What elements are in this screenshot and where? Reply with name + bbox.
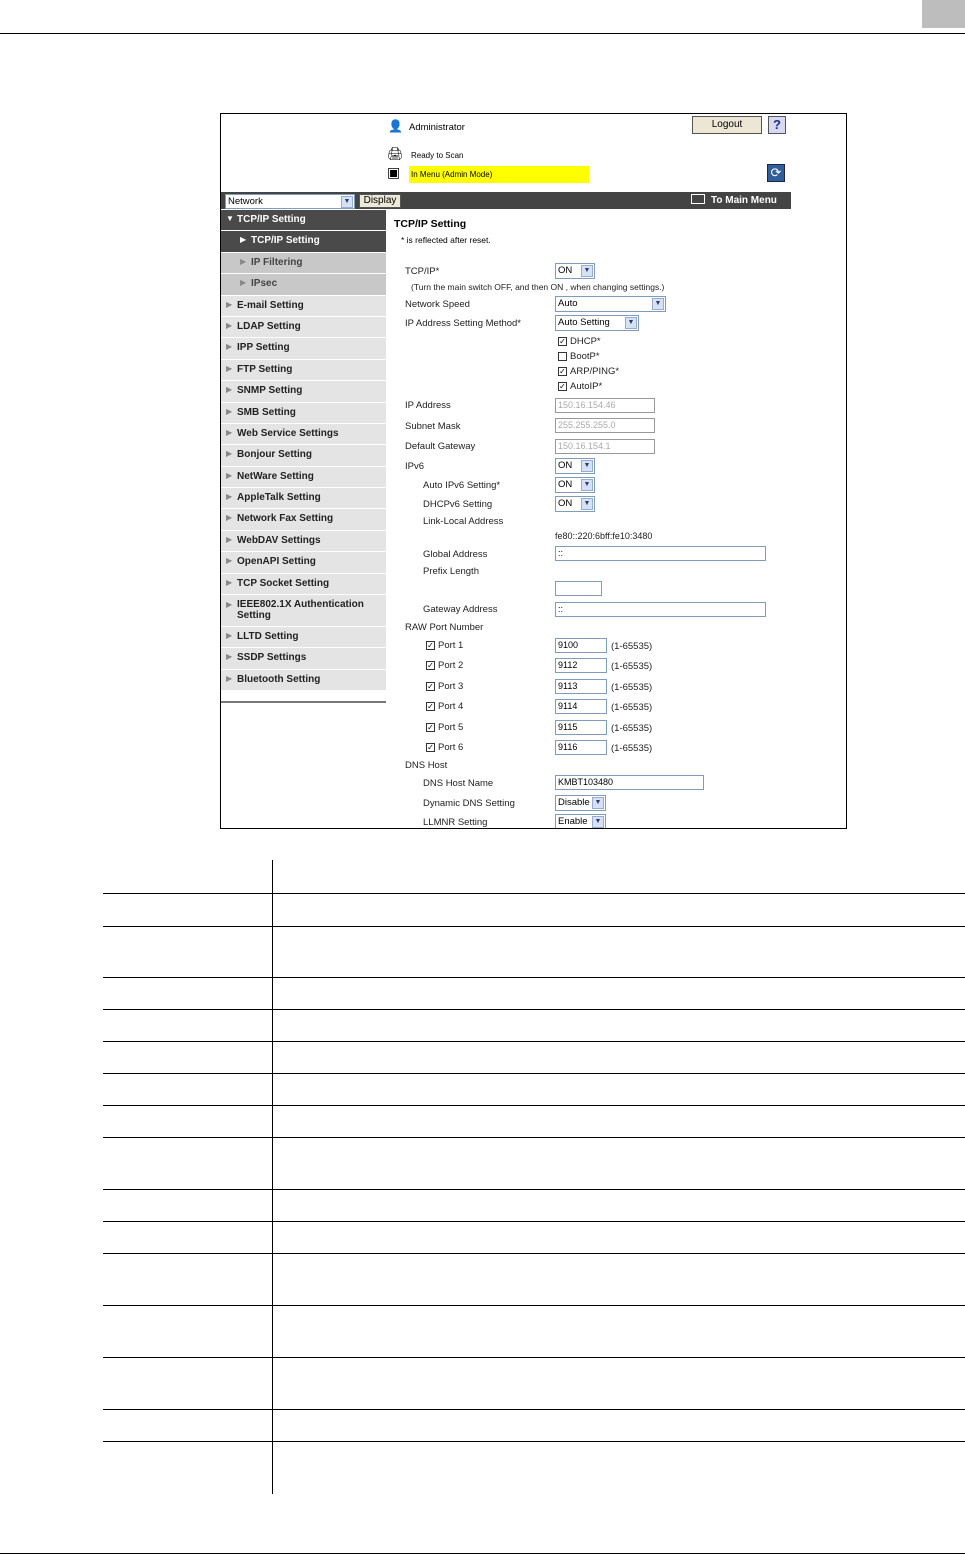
dhcp-label: DHCP* — [570, 336, 601, 347]
gateway-address-label: Gateway Address — [423, 604, 498, 615]
sidebar-item-ieee8021x[interactable] — [221, 595, 386, 627]
table-row-divider — [103, 1041, 965, 1042]
help-button[interactable]: ? — [768, 116, 786, 134]
auto-ipv6-value: ON — [558, 479, 573, 490]
sidebar-item-label: IEEE802.1X Authentication Setting — [237, 599, 364, 622]
logout-button[interactable]: Logout — [692, 116, 762, 134]
prefix-length-field[interactable] — [555, 581, 602, 596]
sidebar-item-tcpip[interactable] — [221, 210, 386, 231]
port5-field[interactable]: 9115 — [555, 720, 607, 735]
sidebar-item-webdav[interactable] — [221, 531, 386, 552]
arrow-right-icon: ▶ — [226, 470, 233, 480]
table-column-divider — [272, 860, 273, 1494]
sidebar-item-label: TCP Socket Setting — [237, 577, 330, 589]
port5-label: Port 5 — [438, 722, 464, 733]
auto-ipv6-select[interactable] — [555, 477, 595, 493]
arrow-right-icon: ▶ — [226, 449, 233, 459]
dynamic-dns-value: Disable — [558, 797, 590, 808]
arrow-right-icon: ▶ — [226, 600, 233, 610]
llmnr-label: LLMNR Setting — [423, 817, 488, 828]
bootp-checkbox[interactable] — [558, 352, 567, 361]
ip-address-field[interactable]: 150.16.154.46 — [555, 398, 655, 413]
sidebar-item-label: FTP Setting — [237, 363, 293, 375]
sidebar-item-label: WebDAV Settings — [237, 534, 321, 546]
page-title: TCP/IP Setting — [394, 218, 467, 230]
sidebar-item-ftp[interactable] — [221, 360, 386, 381]
chevron-down-icon: ▼ — [592, 797, 604, 809]
chevron-down-icon: ▼ — [581, 479, 593, 491]
sidebar-item-openapi[interactable] — [221, 552, 386, 573]
tcpip-select-value: ON — [558, 265, 573, 276]
port4-range: (1-65535) — [611, 702, 653, 713]
arrow-right-icon: ▶ — [226, 492, 233, 502]
table-row-divider — [103, 1189, 965, 1190]
table-row-divider — [103, 1221, 965, 1222]
sidebar-item-email[interactable] — [221, 296, 386, 317]
table-row-divider — [103, 1009, 965, 1010]
sidebar-item-label: E-mail Setting — [237, 299, 304, 311]
arrow-right-icon: ▶ — [226, 577, 233, 587]
arrow-right-icon: ▶ — [226, 427, 233, 437]
table-row-divider — [103, 1105, 965, 1106]
arrow-right-icon: ▶ — [240, 235, 247, 245]
sidebar-item-label: Network Fax Setting — [237, 513, 334, 525]
table-row-divider — [103, 1253, 965, 1254]
sidebar-item-web-service[interactable] — [221, 424, 386, 445]
reset-note: * is reflected after reset. — [401, 235, 491, 245]
table-row-divider — [103, 1073, 965, 1074]
sidebar-item-tcp-socket[interactable] — [221, 574, 386, 595]
port5-range: (1-65535) — [611, 723, 653, 734]
expanded-icon: ▼ — [226, 214, 234, 223]
dns-host-label: DNS Host — [405, 760, 448, 771]
sidebar-item-ipp[interactable] — [221, 338, 386, 359]
sidebar-subitem-ipsec[interactable] — [221, 274, 386, 295]
sidebar-subitem-ip-filtering[interactable] — [221, 253, 386, 274]
chevron-down-icon: ▼ — [652, 298, 664, 310]
arrow-right-icon: ▶ — [226, 556, 233, 566]
table-row-divider — [103, 1409, 965, 1410]
dhcpv6-value: ON — [558, 498, 573, 509]
arp-checkbox[interactable]: ✓ — [559, 367, 566, 376]
status-ready-text: Ready to Scan — [411, 151, 464, 160]
table-row-divider — [103, 1137, 965, 1138]
port2-range: (1-65535) — [611, 661, 653, 672]
ip-method-select[interactable] — [555, 315, 639, 331]
refresh-icon: ⟳ — [770, 165, 782, 180]
sidebar-item-bluetooth[interactable] — [221, 670, 386, 691]
arrow-right-icon: ▶ — [226, 320, 233, 330]
gateway-label: Default Gateway — [405, 441, 476, 452]
sidebar-item-label: Web Service Settings — [237, 427, 339, 439]
sidebar-item-bonjour[interactable] — [221, 445, 386, 466]
port2-checkbox[interactable]: ✓ — [427, 661, 434, 670]
sidebar-item-netware[interactable] — [221, 467, 386, 488]
arrow-right-icon: ▶ — [226, 363, 233, 373]
sidebar-item-appletalk[interactable] — [221, 488, 386, 509]
port2-label: Port 2 — [438, 660, 464, 671]
sidebar-item-lltd[interactable] — [221, 627, 386, 648]
sidebar-item-label: SMB Setting — [237, 406, 296, 418]
to-main-menu-label: To Main Menu — [711, 195, 777, 206]
subnet-field[interactable]: 255.255.255.0 — [555, 418, 655, 433]
port4-checkbox[interactable]: ✓ — [427, 702, 434, 711]
to-main-menu-link[interactable] — [691, 194, 777, 208]
gateway-field[interactable]: 150.16.154.1 — [555, 439, 655, 454]
arrow-right-icon: ▶ — [226, 652, 233, 662]
sidebar-item-label: OpenAPI Setting — [237, 556, 316, 568]
category-select[interactable] — [225, 194, 355, 209]
tcpip-select[interactable] — [555, 263, 595, 279]
port6-range: (1-65535) — [611, 743, 653, 754]
arrow-right-icon: ▶ — [240, 278, 247, 288]
ip-address-label: IP Address — [405, 400, 451, 411]
subnet-label: Subnet Mask — [405, 421, 461, 432]
page-top-rule — [0, 33, 965, 34]
device-icon: ▣ — [387, 164, 401, 180]
ip-method-label: IP Address Setting Method* — [405, 318, 522, 329]
sidebar-item-snmp[interactable] — [221, 381, 386, 402]
sidebar-item-label: TCP/IP Setting — [237, 214, 306, 225]
autoip-checkbox[interactable]: ✓ — [559, 382, 566, 391]
admin-icon: 👤 — [388, 119, 403, 133]
port4-field[interactable]: 9114 — [555, 699, 607, 714]
arrow-right-icon: ▶ — [226, 513, 233, 523]
port2-field[interactable]: 9112 — [555, 658, 607, 673]
arrow-right-icon: ▶ — [240, 256, 247, 266]
sidebar-item-label: LLTD Setting — [237, 631, 299, 643]
table-row-divider — [103, 926, 965, 927]
port3-checkbox[interactable]: ✓ — [427, 682, 434, 691]
sidebar-item-label: Bonjour Setting — [237, 449, 312, 461]
sidebar-item-label: SNMP Setting — [237, 385, 303, 397]
ipv6-select-value: ON — [558, 460, 573, 471]
dhcpv6-select[interactable] — [555, 496, 595, 512]
page-number-tab — [922, 0, 965, 28]
network-speed-select[interactable] — [555, 296, 666, 312]
chevron-down-icon: ▼ — [581, 265, 593, 277]
arrow-right-icon: ▶ — [226, 406, 233, 416]
port5-checkbox[interactable]: ✓ — [427, 723, 434, 732]
dns-host-name-field[interactable]: KMBT103480 — [555, 775, 704, 790]
chevron-down-icon: ▼ — [625, 317, 637, 329]
sidebar-item-smb[interactable] — [221, 403, 386, 424]
menu-icon — [691, 194, 705, 204]
arrow-right-icon: ▶ — [226, 299, 233, 309]
port1-label: Port 1 — [438, 640, 464, 651]
arrow-right-icon: ▶ — [226, 534, 233, 544]
port6-checkbox[interactable]: ✓ — [427, 743, 434, 752]
global-address-label: Global Address — [423, 549, 488, 560]
llmnr-value: Enable — [558, 816, 588, 827]
page-bottom-rule — [0, 1553, 965, 1554]
auto-ipv6-label: Auto IPv6 Setting* — [423, 480, 501, 491]
port3-field[interactable]: 9113 — [555, 679, 607, 694]
chevron-down-icon: ▼ — [341, 196, 353, 208]
sidebar-divider — [221, 701, 386, 703]
sidebar-subitem-tcpip-setting[interactable] — [221, 231, 386, 252]
ip-method-value: Auto Setting — [558, 317, 610, 328]
sidebar-item-label: SSDP Settings — [237, 652, 307, 664]
chevron-down-icon: ▼ — [581, 498, 593, 510]
link-local-label: Link-Local Address — [423, 516, 504, 527]
table-row-divider — [103, 1305, 965, 1306]
port6-field[interactable]: 9116 — [555, 740, 607, 755]
ipv6-label: IPv6 — [405, 461, 425, 472]
arrow-right-icon: ▶ — [226, 631, 233, 641]
prefix-length-label: Prefix Length — [423, 566, 479, 577]
display-button[interactable]: Display — [359, 194, 401, 208]
table-row-divider — [103, 893, 965, 894]
sidebar-item-label: IP Filtering — [251, 256, 303, 268]
gateway-address-field[interactable]: :: — [555, 602, 766, 617]
chevron-down-icon: ▼ — [592, 816, 604, 828]
port6-label: Port 6 — [438, 742, 464, 753]
status-mode-text: In Menu (Admin Mode) — [411, 170, 493, 179]
sidebar-item-label: Bluetooth Setting — [237, 673, 321, 685]
dhcpv6-label: DHCPv6 Setting — [423, 499, 493, 510]
sidebar — [221, 210, 386, 691]
sidebar-item-ldap[interactable] — [221, 317, 386, 338]
link-local-value: fe80::220:6bff:fe10:3480 — [555, 531, 653, 541]
sidebar-item-label: IPsec — [251, 278, 278, 290]
port1-range: (1-65535) — [611, 641, 653, 652]
ipv6-select[interactable] — [555, 458, 595, 474]
table-row-divider — [103, 1441, 965, 1442]
raw-port-label: RAW Port Number — [405, 622, 484, 633]
autoip-label: AutoIP* — [570, 381, 603, 392]
port1-checkbox[interactable]: ✓ — [427, 641, 434, 650]
port1-field[interactable]: 9100 — [555, 638, 607, 653]
dhcp-checkbox[interactable]: ✓ — [559, 337, 566, 346]
arrow-right-icon: ▶ — [226, 342, 233, 352]
refresh-button[interactable] — [767, 164, 785, 182]
network-speed-label: Network Speed — [405, 299, 470, 310]
sidebar-item-label: TCP/IP Setting — [251, 235, 320, 247]
dynamic-dns-label: Dynamic DNS Setting — [423, 798, 515, 809]
tcpip-label: TCP/IP* — [405, 266, 440, 277]
port3-range: (1-65535) — [611, 682, 653, 693]
sidebar-item-label: NetWare Setting — [237, 470, 314, 482]
sidebar-item-label: LDAP Setting — [237, 320, 301, 332]
port4-label: Port 4 — [438, 701, 464, 712]
admin-label: Administrator — [409, 122, 465, 133]
dns-host-name-label: DNS Host Name — [423, 778, 494, 789]
printer-icon: 🖨 — [387, 146, 404, 161]
table-row-divider — [103, 977, 965, 978]
tcpip-note: (Turn the main switch OFF, and then ON , when changing settings.) — [411, 282, 665, 292]
arrow-right-icon: ▶ — [226, 673, 233, 683]
bootp-label: BootP* — [570, 351, 600, 362]
sidebar-item-network-fax[interactable] — [221, 509, 386, 530]
arrow-right-icon: ▶ — [226, 385, 233, 395]
category-select-value: Network — [228, 196, 263, 207]
sidebar-item-label: AppleTalk Setting — [237, 492, 321, 504]
llmnr-select[interactable] — [555, 814, 606, 829]
sidebar-item-ssdp[interactable] — [221, 648, 386, 669]
port3-label: Port 3 — [438, 681, 464, 692]
sidebar-item-label: IPP Setting — [237, 342, 290, 354]
web-utility-screenshot — [220, 113, 847, 829]
dynamic-dns-select[interactable] — [555, 795, 606, 811]
global-address-field[interactable]: :: — [555, 546, 766, 561]
table-row-divider — [103, 1357, 965, 1358]
arp-label: ARP/PING* — [570, 366, 620, 377]
network-speed-value: Auto — [558, 298, 578, 309]
chevron-down-icon: ▼ — [581, 460, 593, 472]
